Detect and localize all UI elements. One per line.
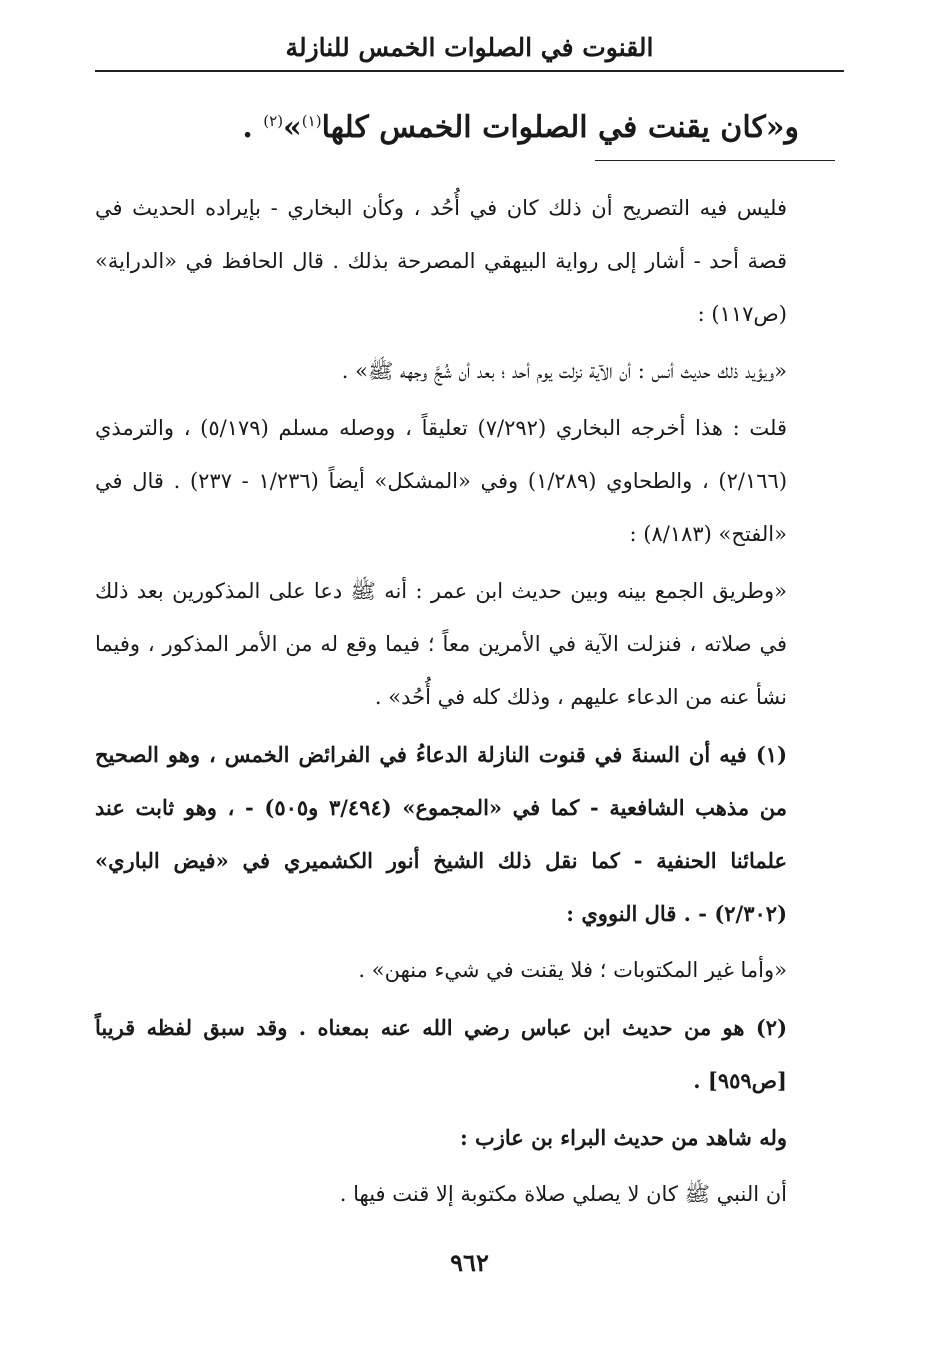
footnote-1: (١) فيه أن السنةَ في قنوت النازلة الدعاءُ في الفرائض الخمس ، وهو الصحيح من مذهب الشافعية - كما في «المجموع» (٣/٤٩٤ و٥٠٥) - ، وهو ثابت عند علمائنا الحنفية - كما نقل ذلك الشيخ أنور الكشميري في «فيض الباري» (٢/٣٠٢) - . قال النووي :: [95, 742, 788, 926]
header-rule: [95, 70, 844, 72]
quoted-paragraph: «وأما غير المكتوبات ؛ فلا يقنت في شيء منهن» .: [358, 958, 787, 982]
running-title: القنوت في الصلوات الخمس للنازلة: [285, 33, 654, 62]
page-number: ٩٦٢: [450, 1248, 489, 1277]
footnote-ref-1: (١): [301, 112, 322, 130]
footnote-ref-2: (٢): [263, 112, 284, 130]
quoted-paragraph: «وطريق الجمع بينه وبين حديث ابن عمر : أنه ﷺ دعا على المذكورين بعد ذلك في صلاته ، فنزلت الآية في الأمرين معاً ؛ فيما وقع له من الأمر المذكور ، وفيما نشأ عنه من الدعاء عليهم ، وذلك كله في أُحُد» .: [95, 579, 787, 709]
footnote-paragraph: فليس فيه التصريح أن ذلك كان في أُحُد ، وكأن البخاري - بإيراده الحديث في قصة أحد - أشار إلى رواية البيهقي المصرحة بذلك . قال الحافظ في «الدراية» (ص١١٧) :: [95, 196, 787, 326]
footnote-2: (٢) هو من حديث ابن عباس رضي الله عنه بمعناه . وقد سبق لفظه قريباً [ص٩٥٩] .: [95, 1015, 787, 1093]
footnote-separator: [595, 160, 835, 161]
main-quote-close: »: [283, 110, 302, 145]
footnotes-block: [95, 182, 835, 1221]
main-quote-end: .: [242, 110, 264, 145]
main-quote-text: و«كان يقنت في الصلوات الخمس كلها: [321, 110, 799, 145]
footnote-paragraph: وله شاهد من حديث البراء بن عازب :: [459, 1125, 787, 1150]
quoted-paragraph: «ويؤيد ذلك حديث أنس : أن الآية نزلت يوم أحد ؛ بعد أن شُجَّ وجهه ﷺ» .: [341, 359, 787, 383]
main-quote: [95, 96, 799, 153]
quoted-paragraph: أن النبي ﷺ كان لا يصلي صلاة مكتوبة إلا قنت فيها .: [339, 1182, 787, 1206]
footnote-paragraph: قلت : هذا أخرجه البخاري (٧/٢٩٢) تعليقاً ، ووصله مسلم (٥/١٧٩) ، والترمذي (٢/١٦٦) ، والطحاوي (١/٢٨٩) وفي «المشكل» أيضاً (١/٢٣٦ - ٢٣٧) . قال في «الفتح» (٨/١٨٣) :: [95, 416, 788, 546]
